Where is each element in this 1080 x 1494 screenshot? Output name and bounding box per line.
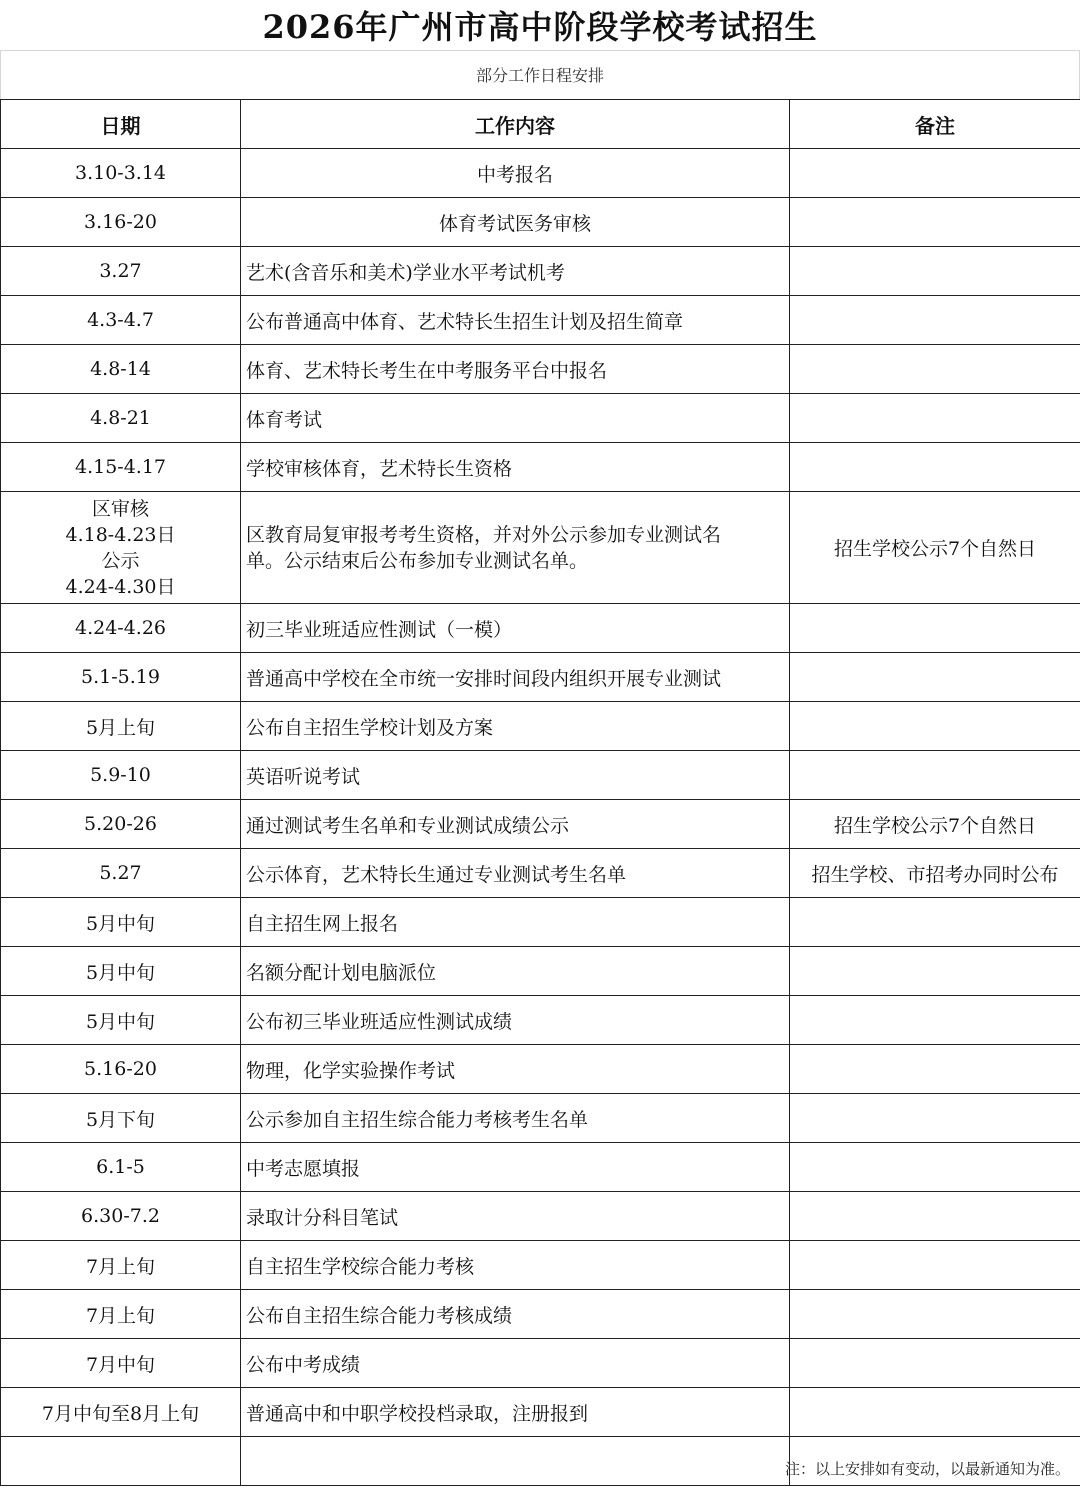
cell-note [790,898,1080,947]
table-row [1,345,1080,394]
cell-note [790,1290,1080,1339]
cell-note [790,1192,1080,1241]
cell-work: 英语听说考试 [241,751,790,800]
cell-note [790,394,1080,443]
cell-date: 4.24-4.26 [1,604,241,653]
cell-note [790,653,1080,702]
cell-work: 中考志愿填报 [241,1143,790,1192]
table-row [1,149,1080,198]
table-row [1,443,1080,492]
cell-work: 体育、艺术特长考生在中考服务平台中报名 [241,345,790,394]
table-row [1,1339,1080,1388]
cell-work [241,1437,790,1486]
table-row [1,898,1080,947]
page-subtitle: 部分工作日程安排 [0,50,1080,99]
cell-work: 体育考试医务审核 [241,198,790,247]
cell-date: 4.8-21 [1,394,241,443]
cell-date: 5月中旬 [1,898,241,947]
table-row [1,1192,1080,1241]
cell-date: 3.10-3.14 [1,149,241,198]
table-row [1,1290,1080,1339]
cell-note [790,702,1080,751]
cell-work: 初三毕业班适应性测试（一模） [241,604,790,653]
cell-note: 招生学校公示7个自然日 [790,800,1080,849]
cell-work: 公布普通高中体育、艺术特长生招生计划及招生简章 [241,296,790,345]
table-row [1,198,1080,247]
table-row [1,394,1080,443]
header-date: 日期 [1,100,241,149]
header-work: 工作内容 [241,100,790,149]
cell-date [1,1437,241,1486]
cell-note [790,1045,1080,1094]
cell-note [790,443,1080,492]
cell-work: 公示体育，艺术特长生通过专业测试考生名单 [241,849,790,898]
cell-date: 3.16-20 [1,198,241,247]
cell-note [790,996,1080,1045]
cell-work: 公布自主招生学校计划及方案 [241,702,790,751]
date-line: 4.18-4.23日 [65,523,176,546]
cell-work: 艺术(含音乐和美术)学业水平考试机考 [241,247,790,296]
cell-work: 录取计分科目笔试 [241,1192,790,1241]
cell-note [790,1388,1080,1437]
cell-work: 体育考试 [241,394,790,443]
cell-note [790,1094,1080,1143]
cell-date: 5月下旬 [1,1094,241,1143]
cell-work: 公布中考成绩 [241,1339,790,1388]
cell-date: 7月中旬 [1,1339,241,1388]
cell-date: 6.1-5 [1,1143,241,1192]
cell-note: 招生学校公示7个自然日 [790,492,1080,604]
cell-date: 4.8-14 [1,345,241,394]
work-line: 单。公示结束后公布参加专业测试名单。 [246,549,589,572]
table-row [1,1045,1080,1094]
cell-work: 物理，化学实验操作考试 [241,1045,790,1094]
table-row [1,702,1080,751]
header-note: 备注 [790,100,1080,149]
cell-work: 自主招生学校综合能力考核 [241,1241,790,1290]
schedule-table [0,99,1080,1486]
cell-date: 7月上旬 [1,1241,241,1290]
cell-work: 学校审核体育，艺术特长生资格 [241,443,790,492]
cell-note [790,1339,1080,1388]
cell-work: 普通高中和中职学校投档录取，注册报到 [241,1388,790,1437]
cell-note [790,247,1080,296]
cell-work [241,492,790,604]
table-row [1,247,1080,296]
date-line: 4.24-4.30日 [65,575,176,598]
cell-date: 4.3-4.7 [1,296,241,345]
cell-note [790,751,1080,800]
date-line: 区审核 [91,497,149,520]
page-title: 2026年广州市高中阶段学校考试招生 [262,8,818,46]
cell-note [790,1143,1080,1192]
cell-work: 自主招生网上报名 [241,898,790,947]
work-line: 区教育局复审报考考生资格，并对外公示参加专业测试名 [246,523,722,546]
cell-note [790,296,1080,345]
cell-date: 7月中旬至8月上旬 [1,1388,241,1437]
table-row [1,604,1080,653]
table-row [1,849,1080,898]
cell-work: 公布初三毕业班适应性测试成绩 [241,996,790,1045]
cell-work: 公示参加自主招生综合能力考核考生名单 [241,1094,790,1143]
cell-date: 5.27 [1,849,241,898]
cell-date: 5月上旬 [1,702,241,751]
cell-date: 5.9-10 [1,751,241,800]
table-row [1,1388,1080,1437]
table-row [1,492,1080,604]
table-row [1,1241,1080,1290]
cell-work: 中考报名 [241,149,790,198]
table-row [1,296,1080,345]
cell-work: 公布自主招生综合能力考核成绩 [241,1290,790,1339]
cell-date: 5.20-26 [1,800,241,849]
cell-date [1,492,241,604]
cell-date: 5.1-5.19 [1,653,241,702]
table-row [1,996,1080,1045]
cell-date: 5.16-20 [1,1045,241,1094]
table-row [1,653,1080,702]
cell-note [790,1241,1080,1290]
cell-note [790,947,1080,996]
table-row [1,751,1080,800]
cell-date: 4.15-4.17 [1,443,241,492]
table-row [1,1094,1080,1143]
cell-note [790,345,1080,394]
cell-work: 名额分配计划电脑派位 [241,947,790,996]
cell-work: 普通高中学校在全市统一安排时间段内组织开展专业测试 [241,653,790,702]
cell-work: 通过测试考生名单和专业测试成绩公示 [241,800,790,849]
cell-date: 7月上旬 [1,1290,241,1339]
table-row [1,947,1080,996]
footnote: 注：以上安排如有变动，以最新通知为准。 [784,1460,1070,1478]
table-header-row [1,100,1080,149]
cell-note [790,198,1080,247]
cell-note [790,604,1080,653]
table-row [1,800,1080,849]
cell-note: 招生学校、市招考办同时公布 [790,849,1080,898]
date-line: 公示 [101,549,140,572]
cell-date: 5月中旬 [1,996,241,1045]
cell-date: 6.30-7.2 [1,1192,241,1241]
cell-note [790,149,1080,198]
table-row [1,1143,1080,1192]
cell-date: 3.27 [1,247,241,296]
cell-date: 5月中旬 [1,947,241,996]
